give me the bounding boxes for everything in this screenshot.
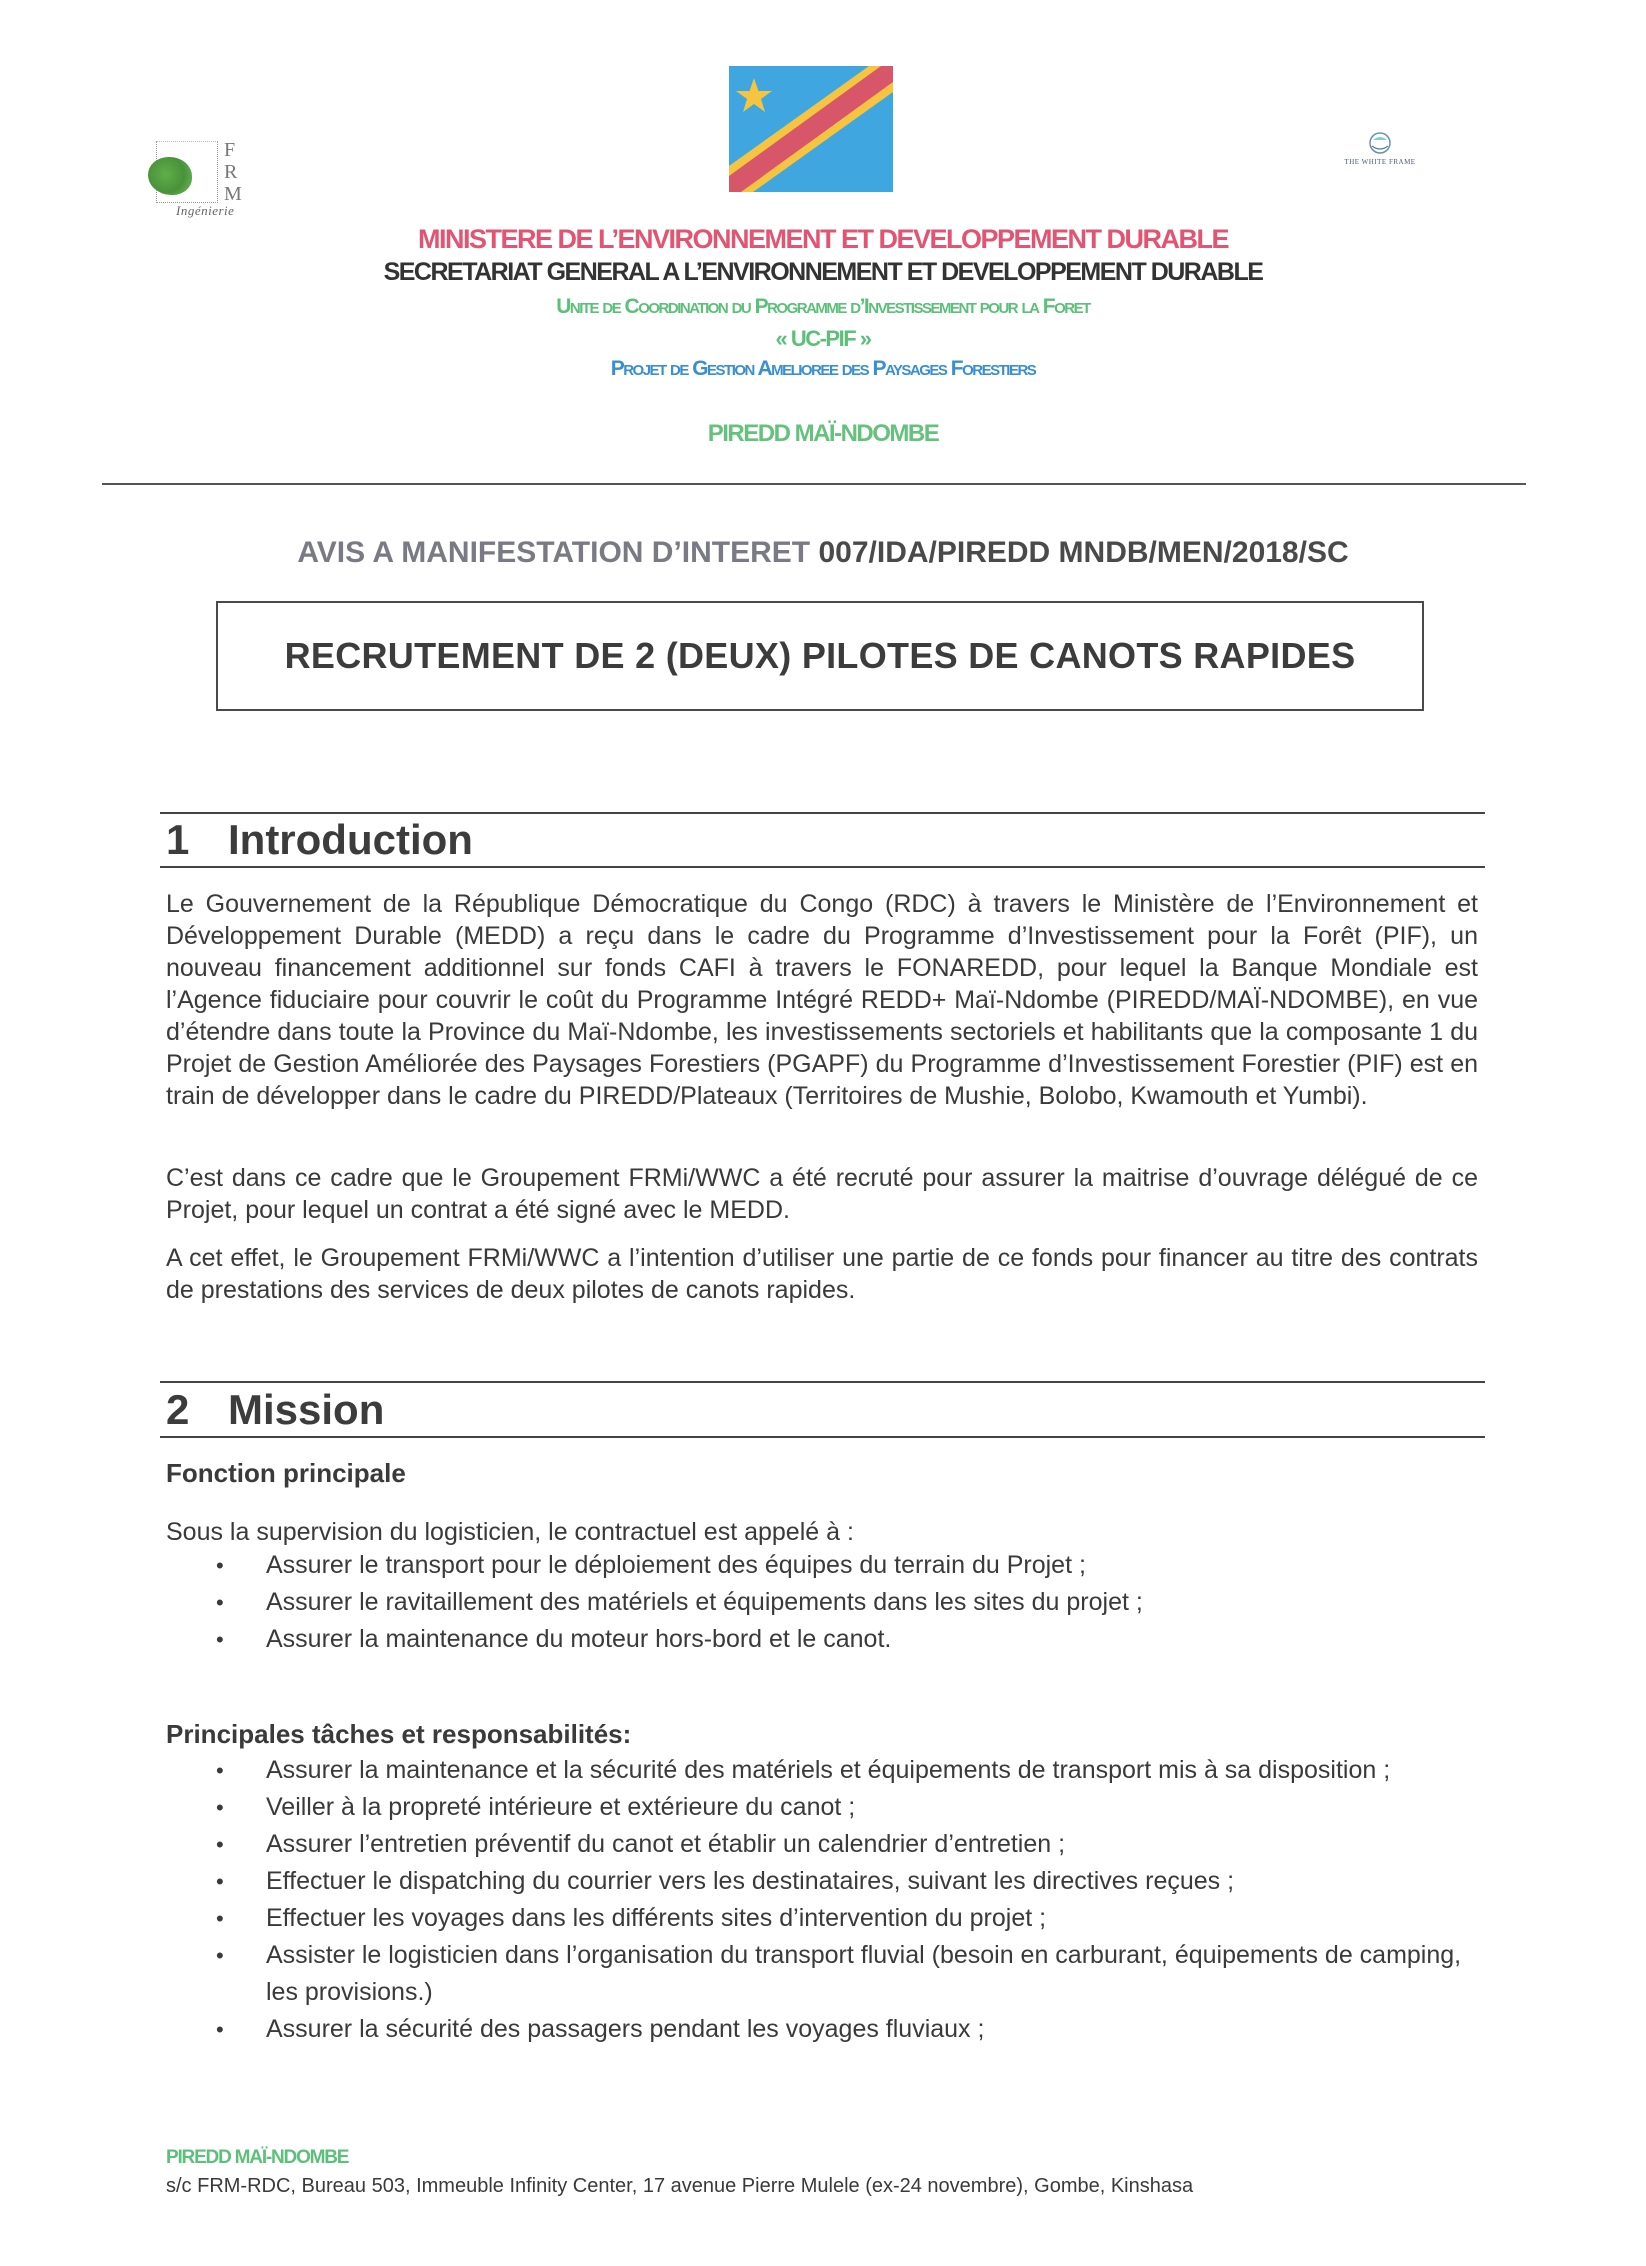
recruitment-title-box [216,601,1424,711]
globe-icon [1367,130,1393,156]
tasks-list [166,1752,1466,2048]
list-item: • Effectuer le dispatching du courrier vers les destinataires, suivant les directives reçues ; [166,1863,1466,1900]
partner-logo-text: THE WHITE FRAME [1344,158,1416,166]
bullet-icon: • [216,1627,224,1652]
main-function-intro: Sous la supervision du logisticien, le contractuel est appelé à : [166,1518,854,1546]
main-function-list [166,1547,1486,1658]
secretariat-title: SECRETARIAT GENERAL A L’ENVIRONNEMENT ET DEVELOPPEMENT DURABLE [383,258,1263,286]
notice-label: AVIS A MANIFESTATION D’INTERET [297,536,811,569]
ucpif-acronym: « UC-PIF » [775,326,871,351]
drc-flag-icon [729,66,893,192]
list-item: • Assister le logisticien dans l’organisation du transport fluvial (besoin en carburant, équipements de camping, les provisions.) [166,1937,1466,2011]
frm-letter-m: M [224,183,242,205]
section-title: Introduction [228,816,473,863]
section-1-heading [166,816,473,864]
list-item: • Effectuer les voyages dans les différents sites d’intervention du projet ; [166,1900,1466,1937]
intro-paragraph-3: A cet effet, le Groupement FRMi/WWC a l’intention d’utiliser une partie de ce fonds pour financer au titre des contrats de prestations des services de deux pilotes de canots rapides. [166,1244,1478,1304]
notice-heading [0,536,1646,570]
section-2-heading [166,1386,384,1434]
ministry-title: MINISTERE DE L’ENVIRONNEMENT ET DEVELOPPEMENT DURABLE [417,224,1229,254]
frm-letter-r: R [224,161,238,183]
bullet-icon: • [216,1869,224,1894]
bullet-icon: • [216,1906,224,1931]
list-item: • Assurer la maintenance du moteur hors-bord et le canot. [166,1621,1486,1658]
section-title: Mission [228,1386,385,1433]
bullet-icon: • [216,1832,224,1857]
bullet-icon: • [216,2017,224,2042]
frm-logo-letters [224,139,242,205]
subheading-tasks: Principales tâches et responsabilités: [166,1719,632,1749]
intro-paragraph-2: C’est dans ce cadre que le Groupement FRMi/WWC a été recruté pour assurer la maitrise d’ouvrage délégué de ce Projet, pour lequel un contrat a été signé avec le MEDD. [166,1164,1478,1224]
bullet-icon: • [216,1943,224,1968]
list-item: • Assurer la sécurité des passagers pendant les voyages fluviaux ; [166,2011,1466,2048]
bullet-icon: • [216,1758,224,1783]
frm-letter-f: F [224,139,236,161]
subheading-main-function: Fonction principale [166,1458,406,1488]
list-item: • Veiller à la propreté intérieure et extérieure du canot ; [166,1789,1466,1826]
unit-title: Unite de Coordination du Programme d’Investissement pour la Foret [556,295,1090,318]
section-1-bottom-rule [160,866,1485,868]
list-item: • Assurer la maintenance et la sécurité des matériels et équipements de transport mis à sa disposition ; [166,1752,1466,1789]
frm-logo [148,135,278,235]
partner-logo [1330,130,1430,185]
footer-address: s/c FRM-RDC, Bureau 503, Immeuble Infinity Center, 17 avenue Pierre Mulele (ex-24 novembre), Gombe, Kinshasa [166,2175,1194,2197]
notice-reference: 007/IDA/PIREDD MNDB/MEN/2018/SC [818,536,1349,569]
piredd-title: PIREDD MAÏ-NDOMBE [707,420,939,447]
frm-logo-script: Ingénierie [176,203,235,218]
list-item: • Assurer l’entretien préventif du canot et établir un calendrier d’entretien ; [166,1826,1466,1863]
frm-logo-green-mark [148,157,192,195]
list-item: • Assurer le ravitaillement des matériels et équipements dans les sites du projet ; [166,1584,1486,1621]
bullet-icon: • [216,1795,224,1820]
section-number: 2 [166,1386,190,1433]
section-2-bottom-rule [160,1436,1485,1438]
bullet-icon: • [216,1590,224,1615]
header-divider [102,483,1526,485]
recruitment-title: RECRUTEMENT DE 2 (DEUX) PILOTES DE CANOTS RAPIDES [284,635,1356,676]
bullet-icon: • [216,1553,224,1578]
section-2-top-rule [160,1381,1485,1383]
list-item: • Assurer le transport pour le déploiement des équipes du terrain du Projet ; [166,1547,1486,1584]
section-1-top-rule [160,812,1485,814]
footer-title: PIREDD MAÏ-NDOMBE [166,2147,349,2168]
project-title: Projet de Gestion Amelioree des Paysages Forestiers [610,357,1036,380]
section-number: 1 [166,816,190,863]
intro-paragraph-1: Le Gouvernement de la République Démocratique du Congo (RDC) à travers le Ministère de l’Environnement et Développement Durable (MEDD) a reçu dans le cadre du Programme d’Investissement pour la Forêt (PIF), un nouveau financement additionnel sur fonds CAFI à travers le FONAREDD, pour lequel la Banque Mondiale est l’Agence fiduciaire pour couvrir le coût du Programme Intégré REDD+ Maï-Ndombe (PIREDD/MAÏ-NDOMBE), en vue d’étendre dans toute la Province du Maï-Ndombe, les investissements sectoriels et habilitants que la composante 1 du Projet de Gestion Améliorée des Paysages Forestiers (PGAPF) du Programme d’Investissement Forestier (PIF) est en train de développer dans le cadre du PIREDD/Plateaux (Territoires de Mushie, Bolobo, Kwamouth et Yumbi). [166,890,1478,1110]
